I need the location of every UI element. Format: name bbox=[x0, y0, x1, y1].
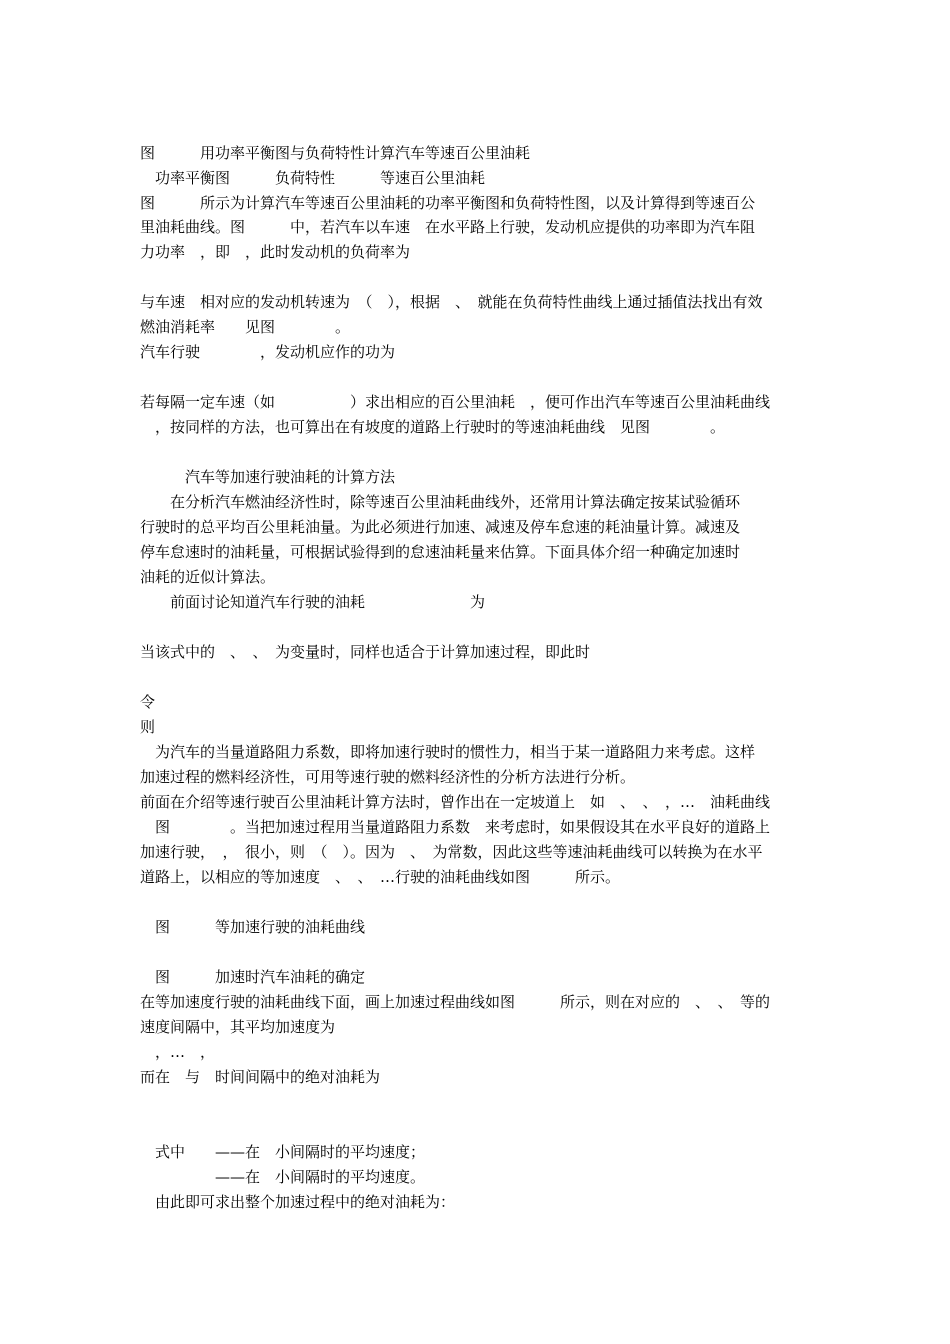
paragraph-line: 与车速 相对应的发动机转速为 （ ），根据 、 就能在负荷特性曲线上通过插值法找出有效 bbox=[140, 293, 763, 311]
figure-caption-2: 图 等加速行驶的油耗曲线 bbox=[140, 918, 366, 936]
paragraph-line: 油耗的近似计算法。 bbox=[140, 568, 276, 586]
paragraph-line: 令 bbox=[140, 693, 156, 711]
paragraph-line: 为汽车的当量道路阻力系数，即将加速行驶时的惯性力，相当于某一道路阻力来考虑。这样 bbox=[140, 743, 756, 761]
paragraph-line: ，… ， bbox=[140, 1043, 216, 1061]
paragraph-line: 汽车行驶 ，发动机应作的功为 bbox=[140, 343, 396, 361]
paragraph-line: 里油耗曲线。图 中，若汽车以车速 在水平路上行驶，发动机应提供的功率即为汽车阻 bbox=[140, 218, 756, 236]
paragraph-line: 式中 ——在 小间隔时的平均速度； bbox=[140, 1143, 426, 1161]
figure-caption-3: 图 加速时汽车油耗的确定 bbox=[140, 968, 366, 986]
paragraph-line: 当该式中的 、 、 为变量时，同样也适合于计算加速过程，即此时 bbox=[140, 643, 591, 661]
paragraph-line: 行驶时的总平均百公里耗油量。为此必须进行加速、减速及停车怠速的耗油量计算。减速及 bbox=[140, 518, 741, 536]
section-heading: 汽车等加速行驶油耗的计算方法 bbox=[140, 468, 396, 486]
figure-subcaption-1: 功率平衡图 负荷特性 等速百公里油耗 bbox=[140, 169, 486, 187]
paragraph-line: 燃油消耗率 见图 。 bbox=[140, 318, 351, 336]
paragraph-line: 前面讨论知道汽车行驶的油耗 为 bbox=[140, 593, 486, 611]
paragraph-line: 前面在介绍等速行驶百公里油耗计算方法时，曾作出在一定坡道上 如 、 、 ，… 油耗曲线 bbox=[140, 793, 771, 811]
paragraph-line: 图 。当把加速过程用当量道路阻力系数 来考虑时，如果假设其在水平良好的道路上 bbox=[140, 818, 771, 836]
paragraph-line: ，按同样的方法，也可算出在有坡度的道路上行驶时的等速油耗曲线 见图 。 bbox=[140, 418, 726, 436]
paragraph-line: 在等加速度行驶的油耗曲线下面，画上加速过程曲线如图 所示，则在对应的 、 、 等的 bbox=[140, 993, 771, 1011]
paragraph-line: 加速行驶， ， 很小，则 （ ）。因为 、 为常数，因此这些等速油耗曲线可以转换为在水平 bbox=[140, 843, 763, 861]
paragraph-line: 力功率 ，即 ，此时发动机的负荷率为 bbox=[140, 243, 411, 261]
paragraph-line: 由此即可求出整个加速过程中的绝对油耗为： bbox=[140, 1193, 456, 1211]
paragraph-line: 道路上，以相应的等加速度 、 、 …行驶的油耗曲线如图 所示。 bbox=[140, 868, 621, 886]
paragraph-line: 停车怠速时的油耗量，可根据试验得到的怠速油耗量来估算。下面具体介绍一种确定加速时 bbox=[140, 543, 741, 561]
paragraph-line: 则 bbox=[140, 718, 156, 736]
figure-caption-1: 图 用功率平衡图与负荷特性计算汽车等速百公里油耗 bbox=[140, 144, 531, 162]
paragraph-line: 若每隔一定车速（如 ）求出相应的百公里油耗 ，便可作出汽车等速百公里油耗曲线 bbox=[140, 393, 771, 411]
paragraph-line: 速度间隔中，其平均加速度为 bbox=[140, 1018, 336, 1036]
paragraph-line: 而在 与 时间间隔中的绝对油耗为 bbox=[140, 1068, 381, 1086]
paragraph-line: 在分析汽车燃油经济性时，除等速百公里油耗曲线外，还常用计算法确定按某试验循环 bbox=[140, 493, 741, 511]
paragraph-line: 图 所示为计算汽车等速百公里油耗的功率平衡图和负荷特性图，以及计算得到等速百公 bbox=[140, 194, 756, 212]
paragraph-line: 加速过程的燃料经济性，可用等速行驶的燃料经济性的分析方法进行分析。 bbox=[140, 768, 636, 786]
paragraph-line: ——在 小间隔时的平均速度。 bbox=[140, 1168, 426, 1186]
